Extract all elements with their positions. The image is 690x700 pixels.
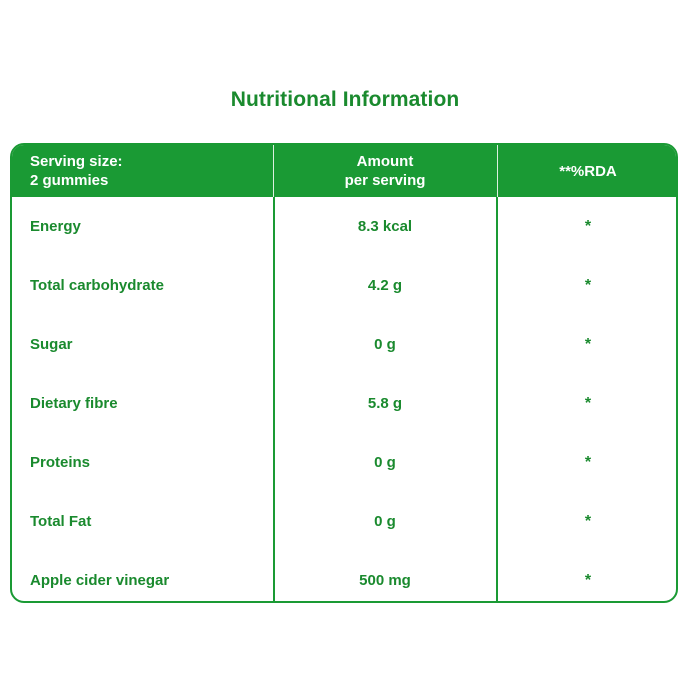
nutrition-table bbox=[10, 143, 678, 603]
table-row bbox=[12, 197, 676, 256]
header-amount-line1: Amount bbox=[356, 153, 414, 170]
nutrient-rda: * bbox=[584, 571, 592, 589]
nutrient-amount: 0 g bbox=[374, 336, 396, 353]
nutrient-name: Energy bbox=[30, 218, 81, 235]
nutrient-amount: 4.2 g bbox=[367, 277, 403, 294]
page-title: Nutritional Information bbox=[230, 88, 460, 111]
header-amount bbox=[274, 145, 496, 197]
header-serving-size bbox=[30, 145, 270, 197]
nutrient-rda: * bbox=[584, 217, 592, 235]
nutrient-amount: 0 g bbox=[374, 513, 396, 530]
table-row bbox=[12, 256, 676, 315]
table-body bbox=[12, 197, 676, 603]
nutrient-name: Total Fat bbox=[30, 513, 92, 530]
header-serving-size-label: Serving size: bbox=[30, 153, 123, 170]
nutrient-amount: 0 g bbox=[374, 454, 396, 471]
table-header bbox=[12, 145, 676, 197]
header-rda bbox=[498, 145, 678, 197]
nutrient-amount: 500 mg bbox=[359, 572, 411, 589]
nutrient-name: Apple cider vinegar bbox=[30, 572, 170, 589]
table-row bbox=[12, 374, 676, 433]
nutrient-rda: * bbox=[584, 453, 592, 471]
nutrient-rda: * bbox=[584, 276, 592, 294]
nutrient-amount: 5.8 g bbox=[367, 395, 403, 412]
table-row bbox=[12, 433, 676, 492]
table-row bbox=[12, 315, 676, 374]
header-rda-label: **%RDA bbox=[559, 162, 617, 180]
nutrient-name: Total carbohydrate bbox=[30, 277, 164, 294]
nutrient-amount: 8.3 kcal bbox=[357, 218, 413, 235]
nutrient-name: Sugar bbox=[30, 336, 73, 353]
nutrient-rda: * bbox=[584, 394, 592, 412]
header-amount-line2: per serving bbox=[344, 172, 426, 189]
table-row bbox=[12, 551, 676, 603]
nutrient-rda: * bbox=[584, 512, 592, 530]
nutrient-name: Dietary fibre bbox=[30, 395, 118, 412]
nutrient-name: Proteins bbox=[30, 454, 91, 471]
header-serving-size-value: 2 gummies bbox=[30, 172, 109, 189]
nutrient-rda: * bbox=[584, 335, 592, 353]
table-row bbox=[12, 492, 676, 551]
